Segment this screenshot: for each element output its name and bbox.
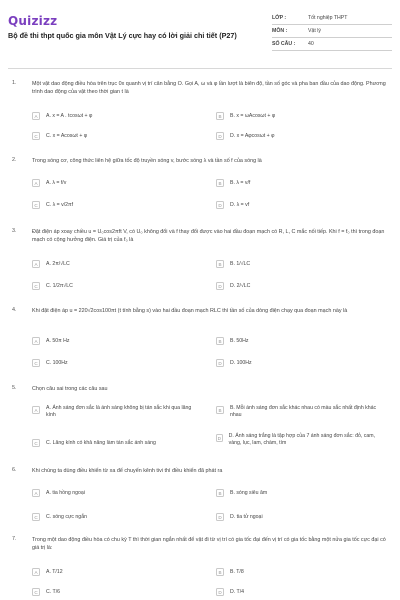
option-text: C. 100Hz (46, 359, 68, 366)
meta-value: Tốt nghiệp THPT (308, 15, 348, 21)
option-text: B. x = ωAcosωt + φ (230, 112, 276, 119)
option-text: D. x = Aφcosωt + φ (230, 132, 275, 139)
option-text: B. T/8 (230, 568, 244, 575)
option-key: C (32, 282, 40, 290)
option-text: B. 50Hz (230, 337, 249, 344)
option-a[interactable] (32, 405, 202, 423)
option-key: C (32, 439, 40, 447)
option-text: D. Ánh sáng trắng là tập hợp của 7 ánh sáng đơn sắc: đỏ, cam, vàng, lục, lam, chàm, tím (228, 433, 376, 446)
option-text: A. 2π/√LC (46, 260, 70, 267)
question-number: 5. (12, 385, 17, 391)
quizizz-logo: Quizizz (8, 14, 58, 28)
option-a[interactable] (32, 566, 202, 578)
option-text: B. 1/√LC (230, 260, 251, 267)
option-key: D (216, 513, 224, 521)
option-key: B (216, 260, 224, 268)
meta-value: 40 (308, 41, 314, 47)
option-key: A (32, 406, 40, 414)
meta-table (272, 12, 392, 51)
question-text: Trong một dao động điều hòa có chu kỳ T thì thời gian ngắn nhất để vật đi từ vị trí có gia tốc đại đến vị trí có gia tốc bằng một nửa gia tốc cực đại có giá trị là: (32, 537, 386, 552)
option-key: C (32, 201, 40, 209)
option-key: A (32, 568, 40, 576)
option-d[interactable] (216, 199, 388, 211)
option-text: D. T/4 (230, 588, 245, 595)
option-key: D (217, 435, 221, 441)
option-d[interactable] (216, 433, 388, 451)
option-c[interactable] (32, 280, 202, 292)
option-b[interactable] (216, 487, 388, 499)
option-key: C (32, 359, 40, 367)
meta-value: Vật lý (308, 28, 321, 34)
option-text: B. sóng siêu âm (230, 489, 268, 496)
option-b[interactable] (216, 566, 388, 578)
option-b[interactable] (216, 405, 388, 423)
option-d[interactable] (216, 130, 388, 142)
option-key: B (216, 568, 224, 576)
option-key: B (216, 337, 224, 345)
option-b[interactable] (216, 258, 388, 270)
option-text: A. tia hồng ngoại (46, 489, 85, 496)
option-text: A. x = A . tcosωt + φ (46, 112, 93, 119)
option-c[interactable] (32, 199, 202, 211)
question-number: 2. (12, 157, 17, 163)
option-text: D. tia tử ngoại (230, 513, 263, 520)
option-text: C. T/6 (46, 588, 61, 595)
question-number: 1. (12, 80, 17, 86)
option-b[interactable] (216, 110, 388, 122)
option-key: A (32, 112, 40, 120)
option-key: A (32, 260, 40, 268)
option-key: C (32, 588, 40, 596)
option-text: B. λ = v/f (230, 179, 251, 186)
option-d[interactable] (216, 586, 388, 598)
option-key: D (216, 201, 224, 209)
question-text: Một vật dao động điều hòa trên trục 0x quanh vị trí cân bằng O. Gọi A, ω và φ lần lượt là biên độ, tần số góc và pha ban đầu của dao động. Phương trình dao động của vật theo thời gian t là (32, 81, 386, 96)
option-key: B (216, 112, 224, 120)
option-c[interactable] (32, 511, 202, 523)
option-text: C. λ = v/2πf (46, 201, 74, 208)
option-text: D. 2/√LC (230, 282, 251, 289)
option-c[interactable] (32, 357, 202, 369)
option-a[interactable] (32, 110, 202, 122)
question-text: Chọn câu sai trong các câu sau (32, 386, 108, 392)
option-key: D (216, 282, 224, 290)
header-divider (8, 68, 392, 69)
option-key: B (216, 406, 224, 414)
option-text: A. 50π Hz (46, 337, 70, 344)
option-key: D (216, 588, 224, 596)
worksheet-title: Bộ đề thi thpt quốc gia môn Vật Lý cực hay có lời giải chi tiết (P27) (8, 31, 237, 40)
option-text: A. Ánh sáng đơn sắc là ánh sáng không bị tán sắc khi qua lăng kính (45, 405, 192, 418)
option-key: D (216, 359, 224, 367)
option-a[interactable] (32, 487, 202, 499)
meta-label: MÔN : (272, 28, 288, 34)
question-number: 3. (12, 228, 17, 234)
option-d[interactable] (216, 280, 388, 292)
question-number: 6. (12, 467, 17, 473)
option-key: A (32, 179, 40, 187)
option-b[interactable] (216, 335, 388, 347)
option-text: C. 1/2π√LC (46, 282, 73, 289)
meta-row-subject (272, 25, 392, 38)
question-text: Đặt điện áp xoay chiều u = U₀cos2πft V, có U₀ không đổi và f thay đổi được vào hai đầu đoạn mạch có R, L, C mắc nối tiếp. Khi f = f₀ thì trong đoạn mạch có cộng hưởng điện. Giá trị của f₀ là (32, 229, 385, 244)
option-a[interactable] (32, 177, 202, 189)
option-key: D (216, 132, 224, 140)
option-a[interactable] (32, 258, 202, 270)
option-text: D. λ = vf (230, 201, 250, 208)
question-number: 7. (12, 536, 17, 542)
option-d[interactable] (216, 357, 388, 369)
option-key: B (216, 179, 224, 187)
worksheet-header (0, 0, 400, 64)
meta-label: LỚP : (272, 15, 287, 21)
question-text: Khi đặt điện áp u = 220√2cos100πt (t tính bằng s) vào hai đầu đoạn mạch RLC thì tần số của dòng điện chạy qua đoạn mạch này là (32, 308, 348, 314)
option-text: D. 100Hz (230, 359, 252, 366)
option-text: A. T/12 (46, 568, 63, 575)
option-c[interactable] (32, 437, 202, 449)
option-c[interactable] (32, 586, 202, 598)
option-a[interactable] (32, 335, 202, 347)
option-key: C (32, 132, 40, 140)
option-text: C. sóng cực ngắn (46, 513, 87, 520)
option-text: B. Mỗi ánh sáng đơn sắc khác nhau có màu sắc nhất định khác nhau (229, 405, 377, 418)
question-number: 4. (12, 307, 17, 313)
option-b[interactable] (216, 177, 388, 189)
option-text: C. Lăng kính có khả năng làm tán sắc ánh sáng (46, 439, 156, 446)
option-c[interactable] (32, 130, 202, 142)
meta-row-count (272, 38, 392, 51)
option-key: A (32, 337, 40, 345)
option-text: A. λ = f/v (46, 179, 67, 186)
question-text: Khi chúng ta dùng điều khiển từ xa để chuyển kênh tivi thì điều khiển đã phát ra (32, 468, 223, 474)
option-text: C. x = Acosωt + φ (46, 132, 88, 139)
meta-label: SỐ CÂU : (272, 41, 296, 47)
question-text: Trong sóng cơ, công thức liên hệ giữa tốc độ truyền sóng v, bước sóng λ và tần số f của sóng là (32, 158, 262, 164)
option-key: B (216, 489, 224, 497)
meta-row-class (272, 12, 392, 25)
option-d[interactable] (216, 511, 388, 523)
option-key: C (32, 513, 40, 521)
option-key: A (32, 489, 40, 497)
